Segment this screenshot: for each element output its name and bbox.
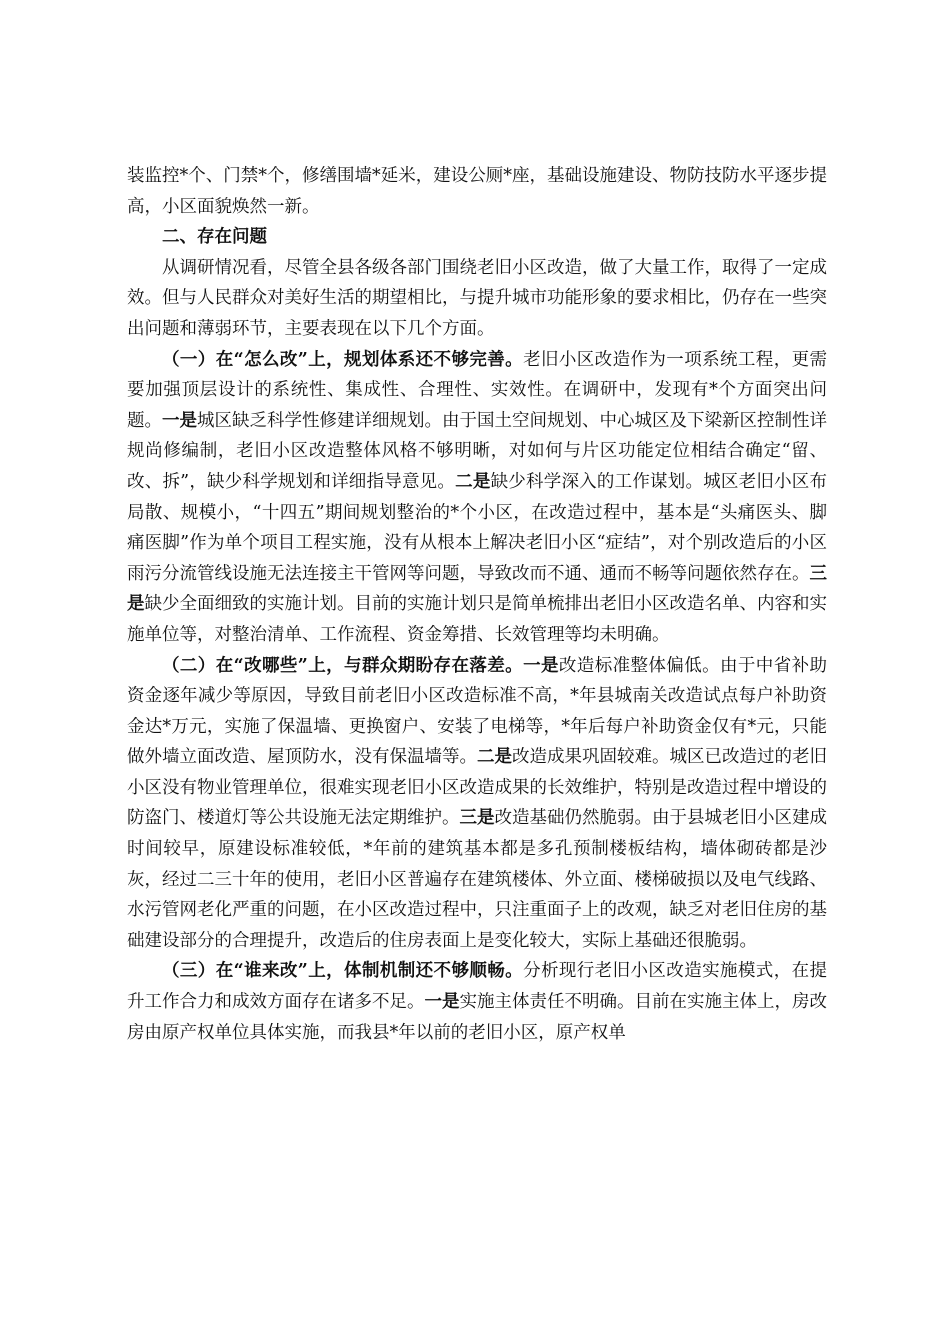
item-1-marker-2: 二是 (455, 471, 491, 492)
item-2-marker-3: 三是 (459, 808, 495, 829)
section-heading: 二、存在问题 (162, 227, 267, 248)
item-3-heading: （三）在“谁来改”上，体制机制还不够顺畅。 (162, 961, 524, 982)
item-2-text-1: 改造标准整体偏低。由于中省补助资金逐年减少等原因，导致目前老旧小区改造标准不高，*年县城南关改造试点每户补助资金达*万元，实施了保温墙、更换窗户、安装了电梯等，*年后每户补助资金仅有*元，只能做外墙立面改造、屋顶防水，没有保温墙等。 (127, 655, 828, 768)
item-1-marker-3: 三是 (127, 563, 827, 615)
item-1-heading: （一）在“怎么改”上，规划体系还不够完善。 (162, 349, 524, 370)
item-1-text-2: 城区缺乏科学性修建详细规划。由于国土空间规划、中心城区及下梁新区控制性详规尚修编制，老旧小区改造整体风格不够明晰，对如何与片区功能定位相结合确定“留、改、拆”，缺少科学规划和详细指导意见。 (127, 410, 827, 492)
item-1-text-4: 缺少全面细致的实施计划。目前的实施计划只是简单梳排出老旧小区改造名单、内容和实施单位等，对整治清单、工作流程、资金筹措、长效管理等均未明确。 (127, 594, 827, 645)
item-2-text-2: 改造成果巩固较难。城区已改造过的老旧小区没有物业管理单位，很难实现老旧小区改造成果的长效维护，特别是改造过程中增设的防盗门、楼道灯等公共设施无法定期维护。 (127, 747, 827, 829)
item-2-marker-1: 一是 (523, 655, 559, 676)
item-1-text-1: 老旧小区改造作为一项系统工程，更需要加强顶层设计的系统性、集成性、合理性、实效性。在调研中，发现有*个方面突出问题。 (127, 349, 828, 431)
item-2-text-3: 改造基础仍然脆弱。由于县城老旧小区建成时间较早，原建设标准较低，*年前的建筑基本都是多孔预制楼板结构，墙体砌砖都是沙灰，经过二三十年的使用，老旧小区普遍存在建筑楼体、外立面、楼梯破损以及电气线路、水污管网老化严重的问题，在小区改造过程中，只注重面子上的改观，缺乏对老旧住房的基础建设部分的合理提升，改造后的住房表面上是变化较大，实际上基础还很脆弱。 (127, 808, 827, 951)
item-3-marker-1: 一是 (424, 992, 460, 1013)
item-2-heading: （二）在“改哪些”上，与群众期盼存在落差。 (162, 655, 524, 676)
item-3-text-2: 实施主体责任不明确。目前在实施主体上，房改房由原产权单位具体实施，而我县*年以前的老旧小区，原产权单 (127, 992, 827, 1043)
document-body (127, 161, 827, 1048)
item-3-text-1: 分析现行老旧小区改造实施模式，在提升工作合力和成效方面存在诸多不足。 (127, 961, 828, 1013)
item-1-text-3: 缺少科学深入的工作谋划。城区老旧小区布局散、规模小，“十四五”期间规划整治的*个小区，在改造过程中，基本是“头痛医头、脚痛医脚”作为单个项目工程实施，没有从根本上解决老旧小区“症结”，对个别改造后的小区雨污分流管线设施无法连接主干管网等问题，导致改而不通、通而不畅等问题依然存在。 (127, 471, 828, 584)
item-1-marker-1: 一是 (162, 410, 197, 431)
paragraph-item-1 (127, 345, 827, 651)
paragraph-continued: 装监控*个、门禁*个，修缮围墙*延米，建设公厕*座，基础设施建设、物防技防水平逐步提高，小区面貌焕然一新。 (127, 166, 827, 217)
paragraph-item-3 (127, 956, 827, 1048)
paragraph-intro: 从调研情况看，尽管全县各级各部门围绕老旧小区改造，做了大量工作，取得了一定成效。但与人民群众对美好生活的期望相比，与提升城市功能形象的要求相比，仍存在一些突出问题和薄弱环节，主要表现在以下几个方面。 (127, 257, 827, 339)
item-2-marker-2: 二是 (477, 747, 512, 768)
paragraph-item-2 (127, 651, 827, 957)
